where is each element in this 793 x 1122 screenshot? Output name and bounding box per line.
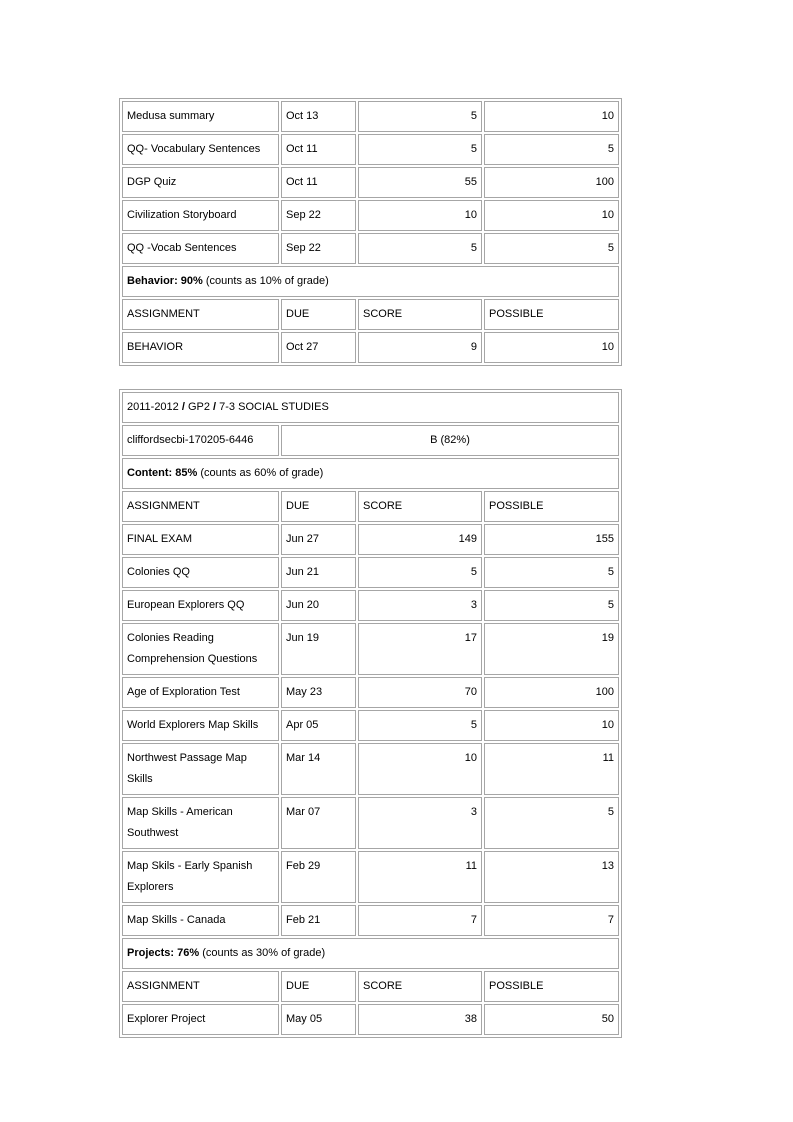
due-date-cell: Jun 27: [281, 524, 356, 555]
score-cell: 5: [358, 710, 482, 741]
column-header-possible: POSSIBLE: [484, 971, 619, 1002]
possible-cell: 5: [484, 233, 619, 264]
due-date-cell: Oct 11: [281, 134, 356, 165]
assignment-cell: Northwest Passage Map Skills: [122, 743, 279, 795]
assignment-cell: QQ- Vocabulary Sentences: [122, 134, 279, 165]
breadcrumb-separator: /: [209, 401, 220, 413]
data-row: [122, 167, 619, 198]
due-date-cell: Sep 22: [281, 200, 356, 231]
assignment-cell: QQ -Vocab Sentences: [122, 233, 279, 264]
score-cell: 55: [358, 167, 482, 198]
grade-table-2-body: [122, 392, 619, 1035]
data-row: [122, 851, 619, 903]
column-header-possible: POSSIBLE: [484, 491, 619, 522]
breadcrumb-segment: 2011-2012: [127, 401, 179, 413]
student-id: cliffordsecbi-170205-6446: [122, 425, 279, 456]
assignment-cell: World Explorers Map Skills: [122, 710, 279, 741]
column-header-assignment: ASSIGNMENT: [122, 299, 279, 330]
data-row: [122, 743, 619, 795]
section-row: [122, 266, 619, 297]
possible-cell: 100: [484, 677, 619, 708]
due-date-cell: May 05: [281, 1004, 356, 1035]
section-note: (counts as 10% of grade): [202, 275, 329, 287]
data-row: [122, 233, 619, 264]
breadcrumb-segment: 7-3 SOCIAL STUDIES: [219, 401, 329, 413]
assignment-cell: FINAL EXAM: [122, 524, 279, 555]
due-date-cell: Jun 21: [281, 557, 356, 588]
grade-table-1: [119, 98, 622, 366]
grade-report-page: [119, 98, 622, 1038]
section-summary-cell: [122, 266, 619, 297]
data-row: [122, 332, 619, 363]
due-date-cell: Apr 05: [281, 710, 356, 741]
possible-cell: 5: [484, 797, 619, 849]
due-date-cell: Feb 21: [281, 905, 356, 936]
section-note: (counts as 60% of grade): [197, 467, 324, 479]
possible-cell: 13: [484, 851, 619, 903]
score-cell: 5: [358, 134, 482, 165]
score-cell: 5: [358, 233, 482, 264]
assignment-cell: Medusa summary: [122, 101, 279, 132]
column-header-due: DUE: [281, 971, 356, 1002]
assignment-cell: Map Skils - Early Spanish Explorers: [122, 851, 279, 903]
grade-table-1-body: [122, 101, 619, 363]
letter-grade: B (82%): [281, 425, 619, 456]
header-row: [122, 971, 619, 1002]
possible-cell: 10: [484, 710, 619, 741]
data-row: [122, 524, 619, 555]
assignment-cell: DGP Quiz: [122, 167, 279, 198]
score-cell: 3: [358, 797, 482, 849]
due-date-cell: Jun 20: [281, 590, 356, 621]
data-row: [122, 200, 619, 231]
course-breadcrumb: [122, 392, 619, 423]
due-date-cell: Mar 14: [281, 743, 356, 795]
possible-cell: 11: [484, 743, 619, 795]
data-row: [122, 101, 619, 132]
score-cell: 3: [358, 590, 482, 621]
possible-cell: 50: [484, 1004, 619, 1035]
section-row: [122, 458, 619, 489]
assignment-cell: Colonies QQ: [122, 557, 279, 588]
score-cell: 7: [358, 905, 482, 936]
data-row: [122, 710, 619, 741]
section-label: Content: 85%: [127, 467, 198, 479]
due-date-cell: Mar 07: [281, 797, 356, 849]
assignment-cell: Civilization Storyboard: [122, 200, 279, 231]
column-header-assignment: ASSIGNMENT: [122, 971, 279, 1002]
header-row: [122, 299, 619, 330]
section-note: (counts as 30% of grade): [199, 947, 326, 959]
section-row: [122, 938, 619, 969]
possible-cell: 19: [484, 623, 619, 675]
due-date-cell: May 23: [281, 677, 356, 708]
due-date-cell: Jun 19: [281, 623, 356, 675]
assignment-cell: Map Skills - American Southwest: [122, 797, 279, 849]
column-header-score: SCORE: [358, 971, 482, 1002]
possible-cell: 5: [484, 590, 619, 621]
possible-cell: 7: [484, 905, 619, 936]
score-cell: 17: [358, 623, 482, 675]
assignment-cell: BEHAVIOR: [122, 332, 279, 363]
due-date-cell: Oct 11: [281, 167, 356, 198]
score-cell: 10: [358, 200, 482, 231]
header-row: [122, 491, 619, 522]
breadcrumb-segment: GP2: [187, 401, 210, 413]
possible-cell: 100: [484, 167, 619, 198]
section-label: Projects: 76%: [127, 947, 200, 959]
score-cell: 9: [358, 332, 482, 363]
data-row: [122, 590, 619, 621]
possible-cell: 5: [484, 134, 619, 165]
score-cell: 10: [358, 743, 482, 795]
column-header-assignment: ASSIGNMENT: [122, 491, 279, 522]
possible-cell: 155: [484, 524, 619, 555]
score-cell: 11: [358, 851, 482, 903]
grade-row: [122, 425, 619, 456]
breadcrumb-separator: /: [178, 401, 188, 413]
column-header-due: DUE: [281, 299, 356, 330]
possible-cell: 10: [484, 332, 619, 363]
title-row: [122, 392, 619, 423]
data-row: [122, 905, 619, 936]
possible-cell: 5: [484, 557, 619, 588]
score-cell: 5: [358, 101, 482, 132]
possible-cell: 10: [484, 200, 619, 231]
section-label: Behavior: 90%: [127, 275, 203, 287]
assignment-cell: European Explorers QQ: [122, 590, 279, 621]
section-summary-cell: [122, 458, 619, 489]
data-row: [122, 1004, 619, 1035]
data-row: [122, 797, 619, 849]
data-row: [122, 557, 619, 588]
assignment-cell: Age of Exploration Test: [122, 677, 279, 708]
column-header-score: SCORE: [358, 299, 482, 330]
data-row: [122, 623, 619, 675]
due-date-cell: Oct 13: [281, 101, 356, 132]
assignment-cell: Colonies Reading Comprehension Questions: [122, 623, 279, 675]
assignment-cell: Explorer Project: [122, 1004, 279, 1035]
due-date-cell: Feb 29: [281, 851, 356, 903]
column-header-score: SCORE: [358, 491, 482, 522]
section-summary-cell: [122, 938, 619, 969]
score-cell: 149: [358, 524, 482, 555]
due-date-cell: Oct 27: [281, 332, 356, 363]
assignment-cell: Map Skills - Canada: [122, 905, 279, 936]
data-row: [122, 134, 619, 165]
column-header-possible: POSSIBLE: [484, 299, 619, 330]
data-row: [122, 677, 619, 708]
score-cell: 5: [358, 557, 482, 588]
grade-table-2: [119, 389, 622, 1038]
column-header-due: DUE: [281, 491, 356, 522]
score-cell: 70: [358, 677, 482, 708]
score-cell: 38: [358, 1004, 482, 1035]
possible-cell: 10: [484, 101, 619, 132]
due-date-cell: Sep 22: [281, 233, 356, 264]
